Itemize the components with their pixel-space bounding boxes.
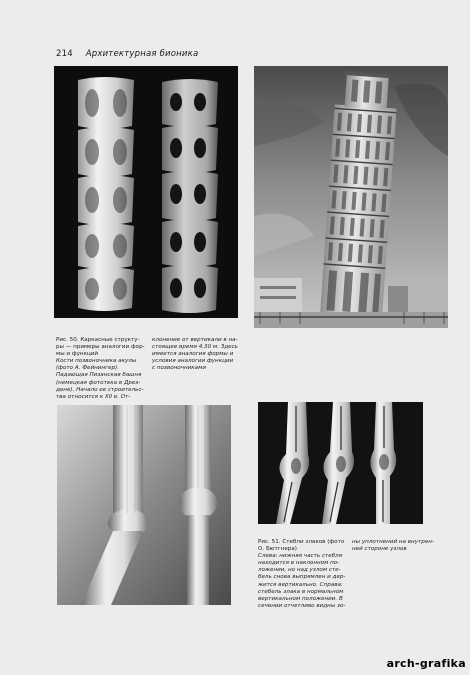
caption-line: клонение от вертикали в на- xyxy=(152,337,238,343)
caption-line: мы и функций xyxy=(56,351,99,358)
caption-line: стебель злака в нормальном xyxy=(258,588,344,595)
caption-line: (немецкая фототека в Дрез- xyxy=(56,379,141,386)
caption-line: дене). Начало ее строительс- xyxy=(56,386,144,393)
caption-line: Слева: нижняя часть стебля xyxy=(258,553,343,560)
figure-50-caption-col2 xyxy=(152,337,250,372)
photo-grass-stems-sections xyxy=(258,402,423,524)
caption-line: Падающая Пизанская башня xyxy=(56,372,142,379)
caption-line: с позвоночниками xyxy=(152,365,206,372)
caption-line: ры — примеры аналогии фор- xyxy=(56,344,145,351)
photo-grass-stems-nodes xyxy=(57,405,231,605)
caption-line: вертикальном положении. В xyxy=(258,595,343,602)
page-number: 214 xyxy=(56,49,73,59)
caption-line: Рис. 51. Стебли злаков (фото xyxy=(258,539,345,545)
caption-line: ложении, но над узлом сте- xyxy=(258,567,341,574)
caption-line: (фото А. Фейнингер). xyxy=(56,365,119,372)
page-header xyxy=(56,49,198,59)
figure-50-caption-col1 xyxy=(56,337,156,401)
caption-line: стоящее время 4,30 м. Здесь xyxy=(152,344,238,351)
caption-line: жится вертикально. Справа: xyxy=(258,581,343,588)
caption-line: находится в наклонном по- xyxy=(258,560,340,567)
caption-line: Кости позвоночника акулы xyxy=(56,358,137,365)
caption-line: Рис. 50. Каркасные структу- xyxy=(56,337,140,343)
caption-line: условия аналогии функции xyxy=(152,358,234,365)
figure-51-caption-col2 xyxy=(352,539,442,553)
photo-leaning-tower-pisa xyxy=(254,66,448,328)
caption-line: О. Бютгнера) xyxy=(258,546,297,553)
caption-line: тва относится к XII в. От- xyxy=(56,393,131,400)
running-title: Архитектурная бионика xyxy=(85,49,199,59)
caption-line: имеется аналогия формы и xyxy=(152,351,234,358)
caption-line: бель снова выпрямлен и дер- xyxy=(258,574,346,581)
caption-line: сечении отчетливо видны зо- xyxy=(258,602,346,609)
photo-shark-vertebrae xyxy=(54,66,238,318)
caption-line: ней стороне узлов xyxy=(352,546,407,553)
caption-line: ны уплотнений на внутрен- xyxy=(352,539,434,545)
figure-51-caption-col1 xyxy=(258,539,346,610)
watermark: arch-grafika xyxy=(386,657,466,670)
